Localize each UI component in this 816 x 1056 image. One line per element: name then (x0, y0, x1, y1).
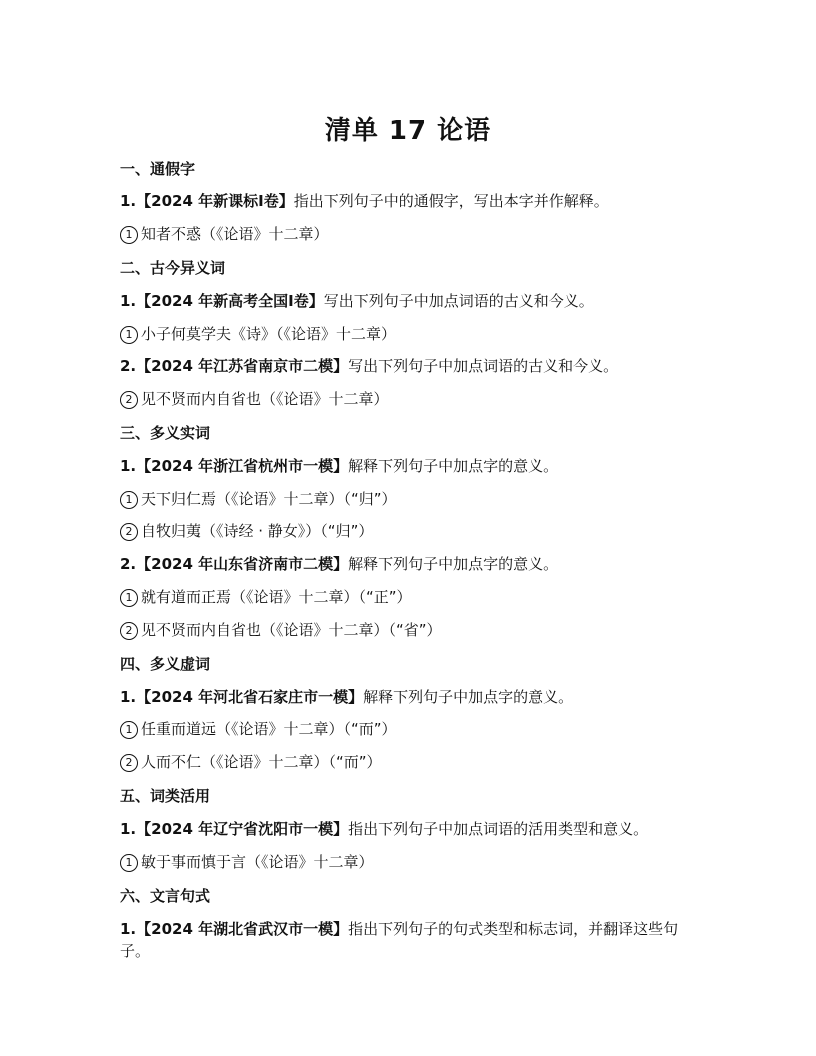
question-number: 2. (120, 555, 137, 573)
question-instruction: 指出下列句子的句式类型和标志词，并翻译这些句子。 (120, 920, 679, 960)
circled-number: 2 (120, 622, 138, 640)
circled-number: 1 (120, 589, 138, 607)
question-instruction: 解释下列句子中加点字的意义。 (348, 457, 559, 475)
circled-number: 1 (120, 491, 138, 509)
circled-number: 1 (120, 226, 138, 244)
list-item (120, 223, 700, 245)
item-text: 小子何莫学夫《诗》（《论语》十二章） (141, 325, 397, 343)
question-instruction: 写出下列句子中加点词语的古义和今义。 (323, 292, 594, 310)
section-heading: 四、多义虚词 (120, 655, 211, 673)
list-item (120, 520, 700, 542)
question-number: 1. (120, 920, 137, 938)
item-text: 人而不仁（《论语》十二章）（“而”） (141, 753, 382, 771)
question (120, 553, 700, 575)
item-text: 就有道而正焉（《论语》十二章）（“正”） (141, 588, 412, 606)
question-source: 【2024 年山东省济南市二模】 (136, 555, 349, 573)
circled-number: 2 (120, 754, 138, 772)
list-item (120, 851, 700, 873)
item-text: 见不贤而内自省也（《论语》十二章）（“省”） (141, 621, 442, 639)
list-item (120, 488, 700, 510)
question-source: 【2024 年湖北省武汉市一模】 (136, 920, 349, 938)
circled-number: 1 (120, 721, 138, 739)
section-heading: 三、多义实词 (120, 424, 211, 442)
question-source: 【2024 年新课标Ⅰ卷】 (136, 192, 294, 210)
circled-number: 2 (120, 391, 138, 409)
circled-number: 2 (120, 523, 138, 541)
page-title: 清单 17 论语 (324, 116, 492, 146)
question-instruction: 指出下列句子中加点词语的活用类型和意义。 (348, 820, 649, 838)
question (120, 918, 700, 962)
section-heading: 五、词类活用 (120, 787, 211, 805)
item-text: 见不贤而内自省也（《论语》十二章） (141, 390, 389, 408)
item-text: 知者不惑（《论语》十二章） (141, 225, 329, 243)
question (120, 190, 700, 212)
circled-number: 1 (120, 326, 138, 344)
question-source: 【2024 年浙江省杭州市一模】 (136, 457, 349, 475)
question-instruction: 指出下列句子中的通假字，写出本字并作解释。 (293, 192, 609, 210)
question (120, 355, 700, 377)
list-item (120, 619, 700, 641)
question (120, 290, 700, 312)
question-instruction: 解释下列句子中加点字的意义。 (348, 555, 559, 573)
item-text: 任重而道远（《论语》十二章）（“而”） (141, 720, 397, 738)
question-source: 【2024 年河北省石家庄市一模】 (136, 688, 364, 706)
question-number: 1. (120, 457, 137, 475)
question-number: 1. (120, 192, 137, 210)
section-heading: 六、文言句式 (120, 887, 211, 905)
question (120, 455, 700, 477)
question-number: 1. (120, 688, 137, 706)
question-instruction: 解释下列句子中加点字的意义。 (363, 688, 574, 706)
question-number: 1. (120, 820, 137, 838)
section-heading: 二、古今异义词 (120, 259, 226, 277)
list-item (120, 751, 700, 773)
list-item (120, 388, 700, 410)
question-source: 【2024 年江苏省南京市二模】 (136, 357, 349, 375)
item-text: 敏于事而慎于言（《论语》十二章） (141, 853, 374, 871)
question (120, 818, 700, 840)
item-text: 天下归仁焉（《论语》十二章）（“归”） (141, 490, 397, 508)
question-number: 2. (120, 357, 137, 375)
question-number: 1. (120, 292, 137, 310)
list-item (120, 718, 700, 740)
item-text: 自牧归荑（《诗经 · 静女》）（“归”） (141, 522, 374, 540)
question (120, 686, 700, 708)
section-heading: 一、通假字 (120, 160, 196, 178)
list-item (120, 586, 700, 608)
question-source: 【2024 年辽宁省沈阳市一模】 (136, 820, 349, 838)
circled-number: 1 (120, 854, 138, 872)
question-source: 【2024 年新高考全国Ⅰ卷】 (136, 292, 324, 310)
list-item (120, 323, 700, 345)
question-instruction: 写出下列句子中加点词语的古义和今义。 (348, 357, 619, 375)
